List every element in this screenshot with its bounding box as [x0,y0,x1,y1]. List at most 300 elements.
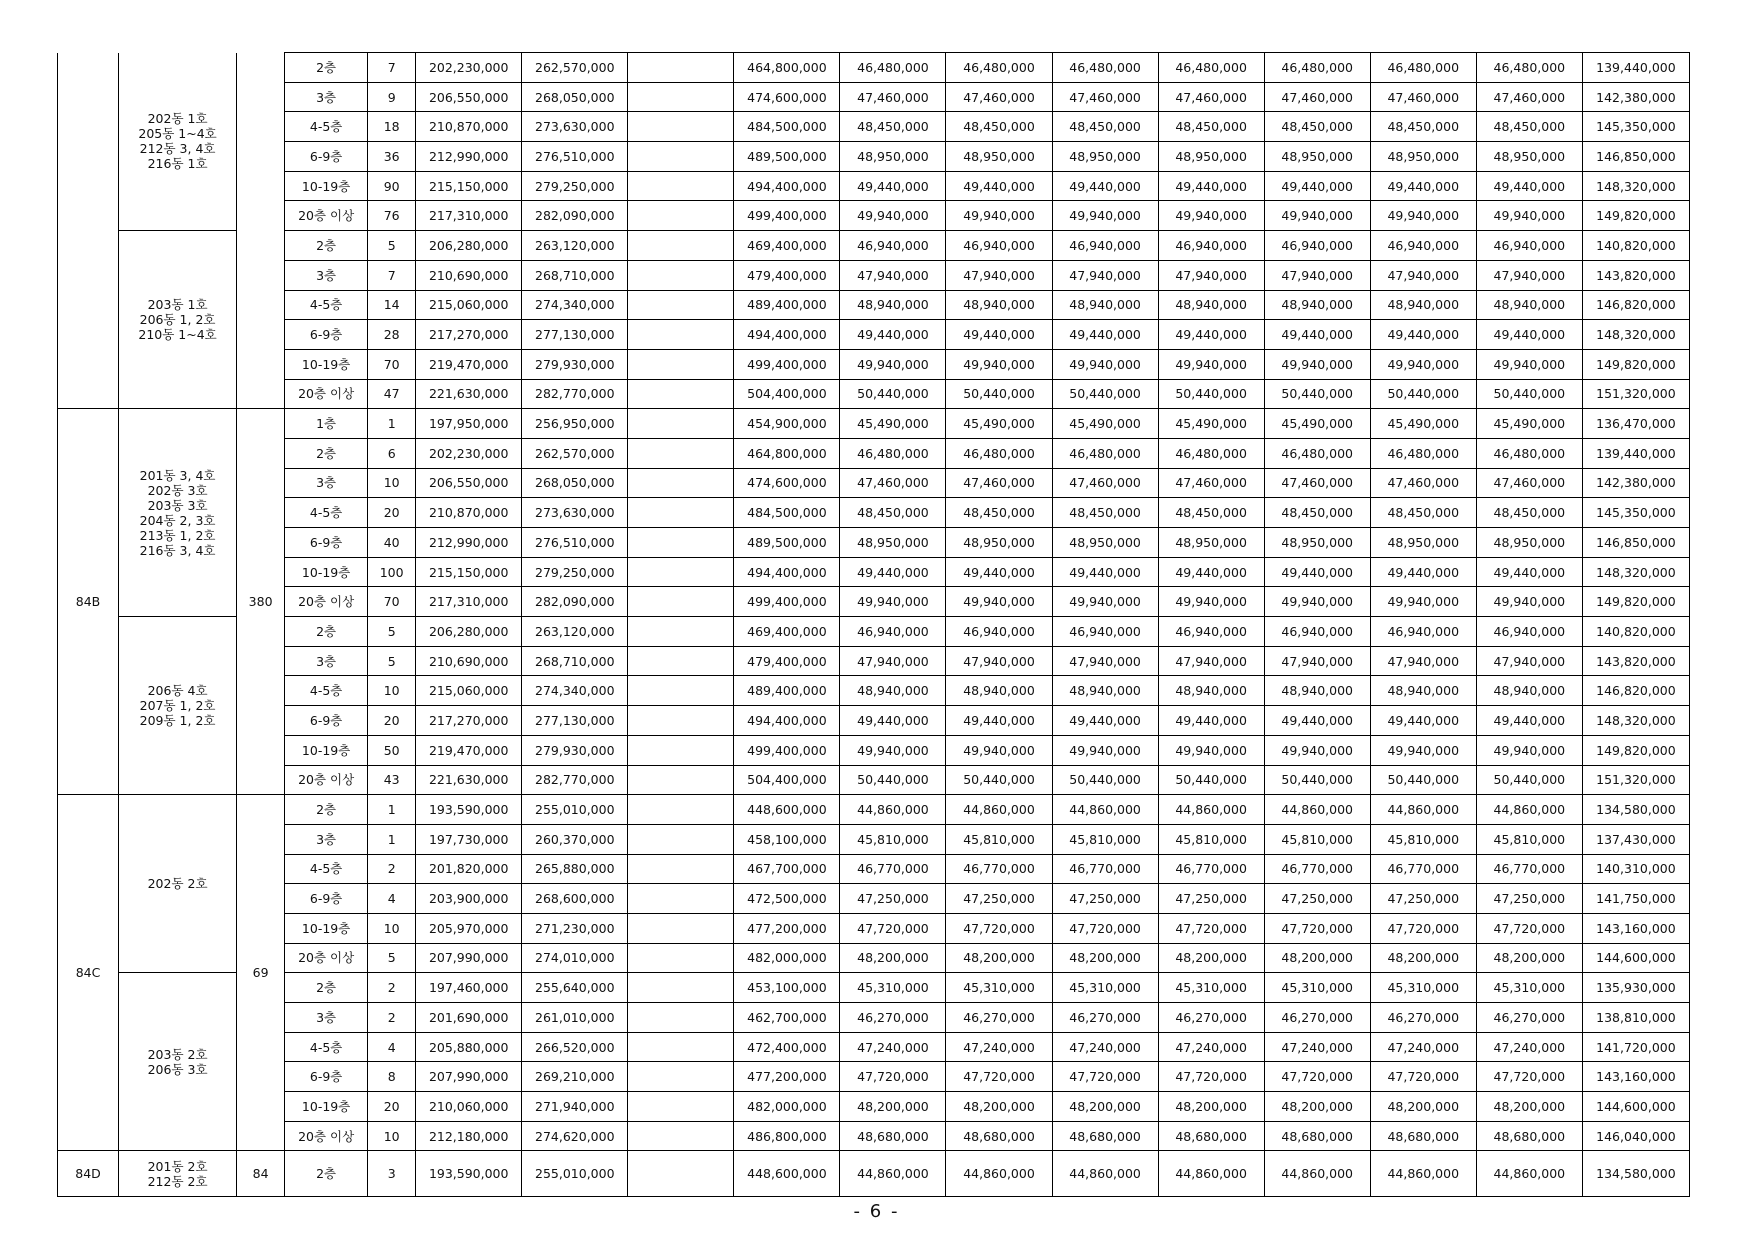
unit-count-cell: 43 [368,765,416,795]
amount-cell: 44,860,000 [840,795,946,825]
amount-cell: 47,720,000 [1264,1062,1370,1092]
amount-cell: 45,490,000 [1264,409,1370,439]
table-row [58,646,1690,676]
unit-count-cell: 5 [368,646,416,676]
amount-cell: 274,620,000 [522,1121,628,1151]
amount-cell: 454,900,000 [734,409,840,439]
floor-cell: 10-19층 [285,349,368,379]
unit-count-cell: 70 [368,349,416,379]
amount-cell: 144,600,000 [1582,1092,1689,1122]
amount-cell: 48,940,000 [1052,290,1158,320]
amount-cell: 47,940,000 [1158,646,1264,676]
amount-cell: 143,160,000 [1582,1062,1689,1092]
amount-cell: 47,460,000 [840,82,946,112]
amount-cell: 48,680,000 [840,1121,946,1151]
amount-cell: 47,240,000 [1264,1032,1370,1062]
amount-cell: 143,820,000 [1582,260,1689,290]
amount-cell: 45,490,000 [946,409,1052,439]
amount-cell: 489,400,000 [734,676,840,706]
amount-cell: 48,450,000 [840,498,946,528]
amount-cell: 479,400,000 [734,646,840,676]
unit-count-cell: 40 [368,528,416,558]
amount-cell: 44,860,000 [946,795,1052,825]
amount-cell: 46,770,000 [1476,854,1582,884]
amount-cell: 49,940,000 [1370,587,1476,617]
table-row [58,1003,1690,1033]
amount-cell: 47,460,000 [1052,468,1158,498]
amount-cell: 142,380,000 [1582,468,1689,498]
floor-cell: 10-19층 [285,557,368,587]
unit-count-cell: 76 [368,201,416,231]
amount-cell: 48,950,000 [1052,142,1158,172]
amount-cell: 50,440,000 [946,379,1052,409]
floor-cell: 10-19층 [285,171,368,201]
amount-cell: 50,440,000 [1476,379,1582,409]
amount-cell: 49,440,000 [1476,557,1582,587]
amount-cell: 48,950,000 [1158,142,1264,172]
amount-cell: 45,810,000 [1370,824,1476,854]
dong-line: 203동 3호 [147,497,208,513]
amount-cell: 45,810,000 [1264,824,1370,854]
amount-cell: 46,480,000 [840,53,946,83]
unit-count-cell: 14 [368,290,416,320]
amount-cell: 50,440,000 [1052,379,1158,409]
amount-cell [628,201,734,231]
amount-cell: 48,940,000 [1476,290,1582,320]
amount-cell: 44,860,000 [1052,1151,1158,1197]
amount-cell: 48,950,000 [1370,528,1476,558]
table-row [58,1121,1690,1151]
amount-cell: 45,810,000 [1052,824,1158,854]
amount-cell: 201,690,000 [416,1003,522,1033]
amount-cell: 50,440,000 [1264,765,1370,795]
amount-cell: 49,940,000 [840,587,946,617]
dong-line: 206동 4호 [147,683,208,699]
price-table-body [58,53,1690,1197]
unit-count-cell: 1 [368,824,416,854]
amount-cell [628,973,734,1003]
amount-cell: 45,310,000 [840,973,946,1003]
table-row [58,1032,1690,1062]
amount-cell: 46,770,000 [840,854,946,884]
amount-cell: 494,400,000 [734,706,840,736]
floor-cell: 3층 [285,646,368,676]
amount-cell: 210,870,000 [416,112,522,142]
amount-cell: 212,180,000 [416,1121,522,1151]
floor-cell: 2층 [285,1151,368,1197]
amount-cell: 477,200,000 [734,913,840,943]
amount-cell: 48,940,000 [1158,290,1264,320]
amount-cell: 48,950,000 [946,142,1052,172]
amount-cell: 47,940,000 [1052,646,1158,676]
amount-cell: 48,950,000 [1476,142,1582,172]
amount-cell: 48,950,000 [840,528,946,558]
floor-cell: 6-9층 [285,142,368,172]
amount-cell: 206,550,000 [416,468,522,498]
amount-cell [628,824,734,854]
amount-cell: 47,250,000 [1370,884,1476,914]
amount-cell: 45,310,000 [946,973,1052,1003]
amount-cell: 268,050,000 [522,82,628,112]
amount-cell: 47,940,000 [840,646,946,676]
amount-cell: 142,380,000 [1582,82,1689,112]
amount-cell: 464,800,000 [734,438,840,468]
amount-cell: 49,440,000 [946,171,1052,201]
amount-cell: 49,940,000 [1370,735,1476,765]
amount-cell: 273,630,000 [522,112,628,142]
floor-cell: 20층 이상 [285,379,368,409]
amount-cell: 206,280,000 [416,617,522,647]
floor-cell: 10-19층 [285,1092,368,1122]
floor-cell: 20층 이상 [285,587,368,617]
amount-cell [628,943,734,973]
amount-cell: 215,150,000 [416,557,522,587]
amount-cell: 49,440,000 [946,706,1052,736]
amount-cell: 46,270,000 [1476,1003,1582,1033]
amount-cell: 48,200,000 [1158,1092,1264,1122]
amount-cell: 193,590,000 [416,795,522,825]
amount-cell: 217,310,000 [416,201,522,231]
amount-cell: 219,470,000 [416,735,522,765]
table-row [58,557,1690,587]
dong-line: 201동 3, 4호 [139,467,216,483]
amount-cell: 269,210,000 [522,1062,628,1092]
amount-cell: 48,940,000 [1264,676,1370,706]
unit-count-cell: 20 [368,1092,416,1122]
dong-line: 210동 1~4호 [138,327,217,343]
amount-cell: 271,230,000 [522,913,628,943]
amount-cell: 146,820,000 [1582,676,1689,706]
amount-cell [628,1121,734,1151]
amount-cell: 47,460,000 [1158,468,1264,498]
amount-cell: 49,940,000 [840,201,946,231]
amount-cell: 49,940,000 [1264,349,1370,379]
amount-cell: 46,770,000 [1370,854,1476,884]
floor-cell: 2층 [285,53,368,83]
amount-cell: 46,940,000 [1476,231,1582,261]
dong-line: 202동 3호 [147,482,208,498]
amount-cell: 148,320,000 [1582,706,1689,736]
unit-count-cell: 10 [368,468,416,498]
table-row [58,528,1690,558]
amount-cell: 140,820,000 [1582,617,1689,647]
amount-cell: 207,990,000 [416,943,522,973]
amount-cell: 48,950,000 [840,142,946,172]
amount-cell: 49,940,000 [1476,587,1582,617]
amount-cell: 45,310,000 [1158,973,1264,1003]
amount-cell: 484,500,000 [734,498,840,528]
amount-cell: 47,460,000 [1052,82,1158,112]
dong-group-cell [119,973,237,1151]
amount-cell: 46,770,000 [1264,854,1370,884]
amount-cell: 48,200,000 [1476,943,1582,973]
amount-cell: 255,010,000 [522,795,628,825]
dong-line: 212동 3, 4호 [139,141,216,157]
amount-cell: 46,480,000 [1370,438,1476,468]
amount-cell: 50,440,000 [1476,765,1582,795]
unit-count-cell: 5 [368,231,416,261]
unit-count-cell: 10 [368,1121,416,1151]
floor-cell: 4-5층 [285,1032,368,1062]
amount-cell: 49,940,000 [1158,349,1264,379]
amount-cell: 202,230,000 [416,53,522,83]
amount-cell: 277,130,000 [522,320,628,350]
unit-count-cell: 36 [368,142,416,172]
amount-cell: 46,480,000 [1158,53,1264,83]
amount-cell: 48,200,000 [1370,943,1476,973]
amount-cell: 274,340,000 [522,676,628,706]
amount-cell: 45,490,000 [840,409,946,439]
amount-cell: 48,950,000 [1264,142,1370,172]
floor-cell: 20층 이상 [285,943,368,973]
unit-count-cell: 2 [368,854,416,884]
amount-cell: 49,940,000 [946,735,1052,765]
amount-cell: 47,460,000 [1264,468,1370,498]
amount-cell: 46,940,000 [1264,231,1370,261]
amount-cell: 262,570,000 [522,438,628,468]
amount-cell: 47,720,000 [1476,913,1582,943]
amount-cell: 149,820,000 [1582,201,1689,231]
amount-cell: 469,400,000 [734,231,840,261]
amount-cell: 49,940,000 [1158,735,1264,765]
amount-cell: 49,440,000 [946,320,1052,350]
unit-total-cell: 380 [237,409,285,795]
amount-cell: 47,720,000 [1476,1062,1582,1092]
unit-type-cell: 84D [58,1151,119,1197]
table-row [58,468,1690,498]
amount-cell: 47,940,000 [1476,260,1582,290]
floor-cell: 4-5층 [285,498,368,528]
amount-cell: 201,820,000 [416,854,522,884]
unit-count-cell: 90 [368,171,416,201]
amount-cell: 49,440,000 [1370,706,1476,736]
amount-cell: 48,450,000 [1370,498,1476,528]
table-row [58,973,1690,1003]
amount-cell: 48,450,000 [840,112,946,142]
amount-cell: 47,940,000 [1264,646,1370,676]
amount-cell: 146,850,000 [1582,528,1689,558]
amount-cell: 49,440,000 [1370,557,1476,587]
unit-count-cell: 3 [368,1151,416,1197]
price-table-sheet [57,52,1690,1197]
amount-cell [628,1003,734,1033]
amount-cell: 146,820,000 [1582,290,1689,320]
amount-cell: 48,450,000 [1158,498,1264,528]
amount-cell: 145,350,000 [1582,498,1689,528]
amount-cell: 48,200,000 [1264,943,1370,973]
amount-cell: 48,680,000 [1052,1121,1158,1151]
unit-count-cell: 10 [368,676,416,706]
amount-cell: 47,250,000 [946,884,1052,914]
table-row [58,617,1690,647]
amount-cell: 469,400,000 [734,617,840,647]
amount-cell: 46,940,000 [946,617,1052,647]
amount-cell [628,498,734,528]
amount-cell: 44,860,000 [1476,1151,1582,1197]
amount-cell: 45,810,000 [1476,824,1582,854]
amount-cell [628,1151,734,1197]
amount-cell: 49,440,000 [840,706,946,736]
dong-line: 216동 1호 [147,156,208,172]
dong-line: 202동 1호 [147,111,208,127]
amount-cell: 46,770,000 [1052,854,1158,884]
unit-type-cell: 84C [58,795,119,1151]
amount-cell: 44,860,000 [1264,1151,1370,1197]
amount-cell: 49,440,000 [1264,706,1370,736]
amount-cell: 49,440,000 [1370,171,1476,201]
table-row [58,1062,1690,1092]
amount-cell: 276,510,000 [522,142,628,172]
amount-cell [628,409,734,439]
amount-cell: 262,570,000 [522,53,628,83]
amount-cell: 136,470,000 [1582,409,1689,439]
amount-cell: 44,860,000 [1476,795,1582,825]
amount-cell: 197,460,000 [416,973,522,1003]
table-row [58,943,1690,973]
amount-cell: 47,240,000 [1476,1032,1582,1062]
amount-cell: 47,940,000 [1370,260,1476,290]
floor-cell: 4-5층 [285,676,368,706]
amount-cell: 44,860,000 [840,1151,946,1197]
amount-cell: 48,940,000 [946,676,1052,706]
amount-cell: 221,630,000 [416,765,522,795]
amount-cell: 215,060,000 [416,290,522,320]
amount-cell: 48,950,000 [1264,528,1370,558]
amount-cell: 49,940,000 [1052,735,1158,765]
amount-cell: 221,630,000 [416,379,522,409]
amount-cell: 474,600,000 [734,82,840,112]
amount-cell: 458,100,000 [734,824,840,854]
amount-cell: 49,440,000 [1052,557,1158,587]
table-row [58,676,1690,706]
unit-count-cell: 47 [368,379,416,409]
amount-cell: 48,940,000 [1264,290,1370,320]
amount-cell: 45,310,000 [1476,973,1582,1003]
amount-cell: 50,440,000 [1158,379,1264,409]
amount-cell: 48,950,000 [1476,528,1582,558]
unit-total-cell: 84 [237,1151,285,1197]
amount-cell: 47,240,000 [840,1032,946,1062]
amount-cell: 47,940,000 [946,646,1052,676]
amount-cell: 46,940,000 [1052,231,1158,261]
amount-cell: 193,590,000 [416,1151,522,1197]
amount-cell: 45,310,000 [1052,973,1158,1003]
dong-group-cell [119,231,237,409]
amount-cell: 46,480,000 [1158,438,1264,468]
amount-cell: 46,270,000 [840,1003,946,1033]
amount-cell: 45,490,000 [1476,409,1582,439]
amount-cell: 47,720,000 [1264,913,1370,943]
dong-line: 212동 2호 [147,1173,208,1189]
amount-cell: 50,440,000 [946,765,1052,795]
table-row [58,53,1690,83]
amount-cell: 134,580,000 [1582,1151,1689,1197]
amount-cell: 282,090,000 [522,201,628,231]
amount-cell: 265,880,000 [522,854,628,884]
amount-cell: 273,630,000 [522,498,628,528]
floor-cell: 1층 [285,409,368,439]
amount-cell: 49,940,000 [1264,201,1370,231]
amount-cell: 49,940,000 [946,201,1052,231]
dong-group-cell [119,795,237,973]
amount-cell: 49,440,000 [840,171,946,201]
amount-cell: 47,720,000 [1370,1062,1476,1092]
amount-cell: 197,730,000 [416,824,522,854]
amount-cell [628,884,734,914]
amount-cell: 268,600,000 [522,884,628,914]
table-row [58,320,1690,350]
amount-cell: 448,600,000 [734,795,840,825]
table-row [58,171,1690,201]
amount-cell: 48,450,000 [946,498,1052,528]
amount-cell: 49,940,000 [1052,201,1158,231]
amount-cell: 47,460,000 [840,468,946,498]
floor-cell: 4-5층 [285,854,368,884]
amount-cell: 48,940,000 [1158,676,1264,706]
amount-cell: 47,720,000 [1158,913,1264,943]
unit-count-cell: 1 [368,409,416,439]
amount-cell: 144,600,000 [1582,943,1689,973]
table-row [58,201,1690,231]
page-number: - 6 - [853,1201,900,1222]
amount-cell [628,706,734,736]
dong-group-cell [119,53,237,231]
amount-cell: 215,060,000 [416,676,522,706]
amount-cell: 49,440,000 [1370,320,1476,350]
amount-cell: 48,200,000 [946,943,1052,973]
amount-cell: 149,820,000 [1582,735,1689,765]
amount-cell: 47,940,000 [1158,260,1264,290]
amount-cell [628,260,734,290]
floor-cell: 6-9층 [285,706,368,736]
amount-cell: 266,520,000 [522,1032,628,1062]
amount-cell: 49,440,000 [1158,557,1264,587]
amount-cell: 467,700,000 [734,854,840,884]
amount-cell: 48,950,000 [1370,142,1476,172]
amount-cell: 148,320,000 [1582,557,1689,587]
amount-cell: 50,440,000 [840,379,946,409]
amount-cell: 472,400,000 [734,1032,840,1062]
amount-cell: 499,400,000 [734,349,840,379]
table-row [58,1092,1690,1122]
amount-cell: 47,940,000 [1264,260,1370,290]
amount-cell: 49,940,000 [1264,735,1370,765]
amount-cell: 47,720,000 [946,1062,1052,1092]
amount-cell: 44,860,000 [1158,1151,1264,1197]
amount-cell: 46,480,000 [1264,438,1370,468]
amount-cell: 44,860,000 [946,1151,1052,1197]
amount-cell: 479,400,000 [734,260,840,290]
amount-cell: 47,720,000 [1052,1062,1158,1092]
amount-cell: 205,880,000 [416,1032,522,1062]
amount-cell: 148,320,000 [1582,171,1689,201]
amount-cell [628,142,734,172]
amount-cell: 277,130,000 [522,706,628,736]
amount-cell: 49,440,000 [1158,320,1264,350]
amount-cell: 499,400,000 [734,587,840,617]
amount-cell: 48,950,000 [1158,528,1264,558]
amount-cell: 48,680,000 [1476,1121,1582,1151]
amount-cell: 44,860,000 [1158,795,1264,825]
floor-cell: 2층 [285,795,368,825]
amount-cell: 139,440,000 [1582,438,1689,468]
amount-cell: 48,450,000 [1264,498,1370,528]
floor-cell: 20층 이상 [285,1121,368,1151]
unit-count-cell: 4 [368,884,416,914]
amount-cell: 47,460,000 [1476,468,1582,498]
floor-cell: 6-9층 [285,1062,368,1092]
amount-cell: 46,480,000 [1370,53,1476,83]
